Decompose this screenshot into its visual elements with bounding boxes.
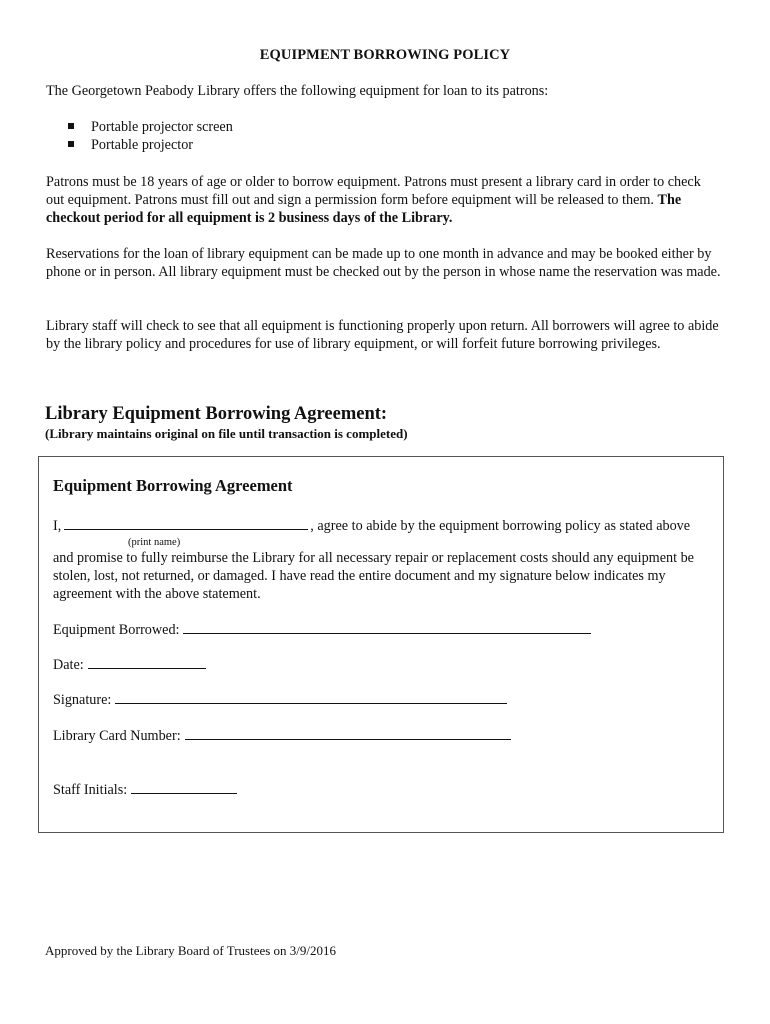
equipment-borrowed-label: Equipment Borrowed:: [53, 622, 180, 638]
library-card-label: Library Card Number:: [53, 728, 181, 744]
equipment-list: [67, 118, 233, 154]
staff-initials-field[interactable]: [131, 781, 237, 794]
agreement-box: [38, 456, 724, 833]
signature-field[interactable]: [115, 691, 507, 704]
agreement-promise: and promise to fully reimburse the Library for all necessary repair or replacement costs should any equipment be stolen, lost, not returned, or damaged. I have read the entire document and my signature below indicates my agreement with the above statement.: [53, 550, 694, 602]
reservation-paragraph: Reservations for the loan of library equipment can be made up to one month in advance and may be booked either by phone or in person. All library equipment must be checked out by the person in whose name the reservation was made.: [46, 246, 721, 280]
signature-row: [53, 691, 507, 709]
approval-footer: Approved by the Library Board of Trustees on 3/9/2016: [45, 943, 337, 958]
staff-initials-label: Staff Initials:: [53, 782, 128, 798]
name-suffix: , agree to abide by the equipment borrowing policy as stated above: [310, 518, 691, 534]
library-card-field[interactable]: [185, 727, 511, 740]
checkout-period-text: The checkout period for all equipment is 2 business days of the Library.: [46, 192, 682, 226]
list-item-label: Portable projector: [91, 137, 194, 153]
intro-text: The Georgetown Peabody Library offers the following equipment for loan to its patrons:: [46, 83, 549, 99]
agreement-title: Equipment Borrowing Agreement: [53, 476, 293, 495]
library-card-row: [53, 727, 511, 745]
section-subtitle: (Library maintains original on file until transaction is completed): [45, 426, 408, 441]
list-item: [67, 118, 233, 136]
eligibility-text: Patrons must be 18 years of age or older to borrow equipment. Patrons must present a library card in order to check out equipment. Patrons must fill out and sign a permission form before equipment will be released to them.: [46, 174, 701, 208]
square-bullet-icon: [68, 123, 74, 129]
print-name-hint: (print name): [128, 537, 181, 548]
section-title: Library Equipment Borrowing Agreement:: [45, 404, 388, 424]
signature-label: Signature:: [53, 692, 112, 708]
equipment-borrowed-field[interactable]: [183, 621, 591, 634]
date-label: Date:: [53, 657, 84, 673]
agreement-name-line: [53, 517, 690, 535]
eligibility-paragraph: [46, 173, 721, 227]
equipment-borrowed-row: [53, 621, 591, 639]
square-bullet-icon: [68, 141, 74, 147]
page-title: EQUIPMENT BORROWING POLICY: [259, 47, 511, 63]
date-field[interactable]: [88, 656, 206, 669]
list-item: [67, 136, 233, 154]
print-name-field[interactable]: [64, 517, 308, 530]
staff-initials-row: [53, 781, 237, 799]
return-paragraph: Library staff will check to see that all equipment is functioning properly upon return. All borrowers will agree to abide by the library policy and procedures for use of library equipment, or will forfeit future borrowing privileges.: [46, 318, 719, 352]
name-prefix: I,: [53, 518, 62, 534]
list-item-label: Portable projector screen: [91, 119, 233, 135]
date-row: [53, 656, 206, 674]
